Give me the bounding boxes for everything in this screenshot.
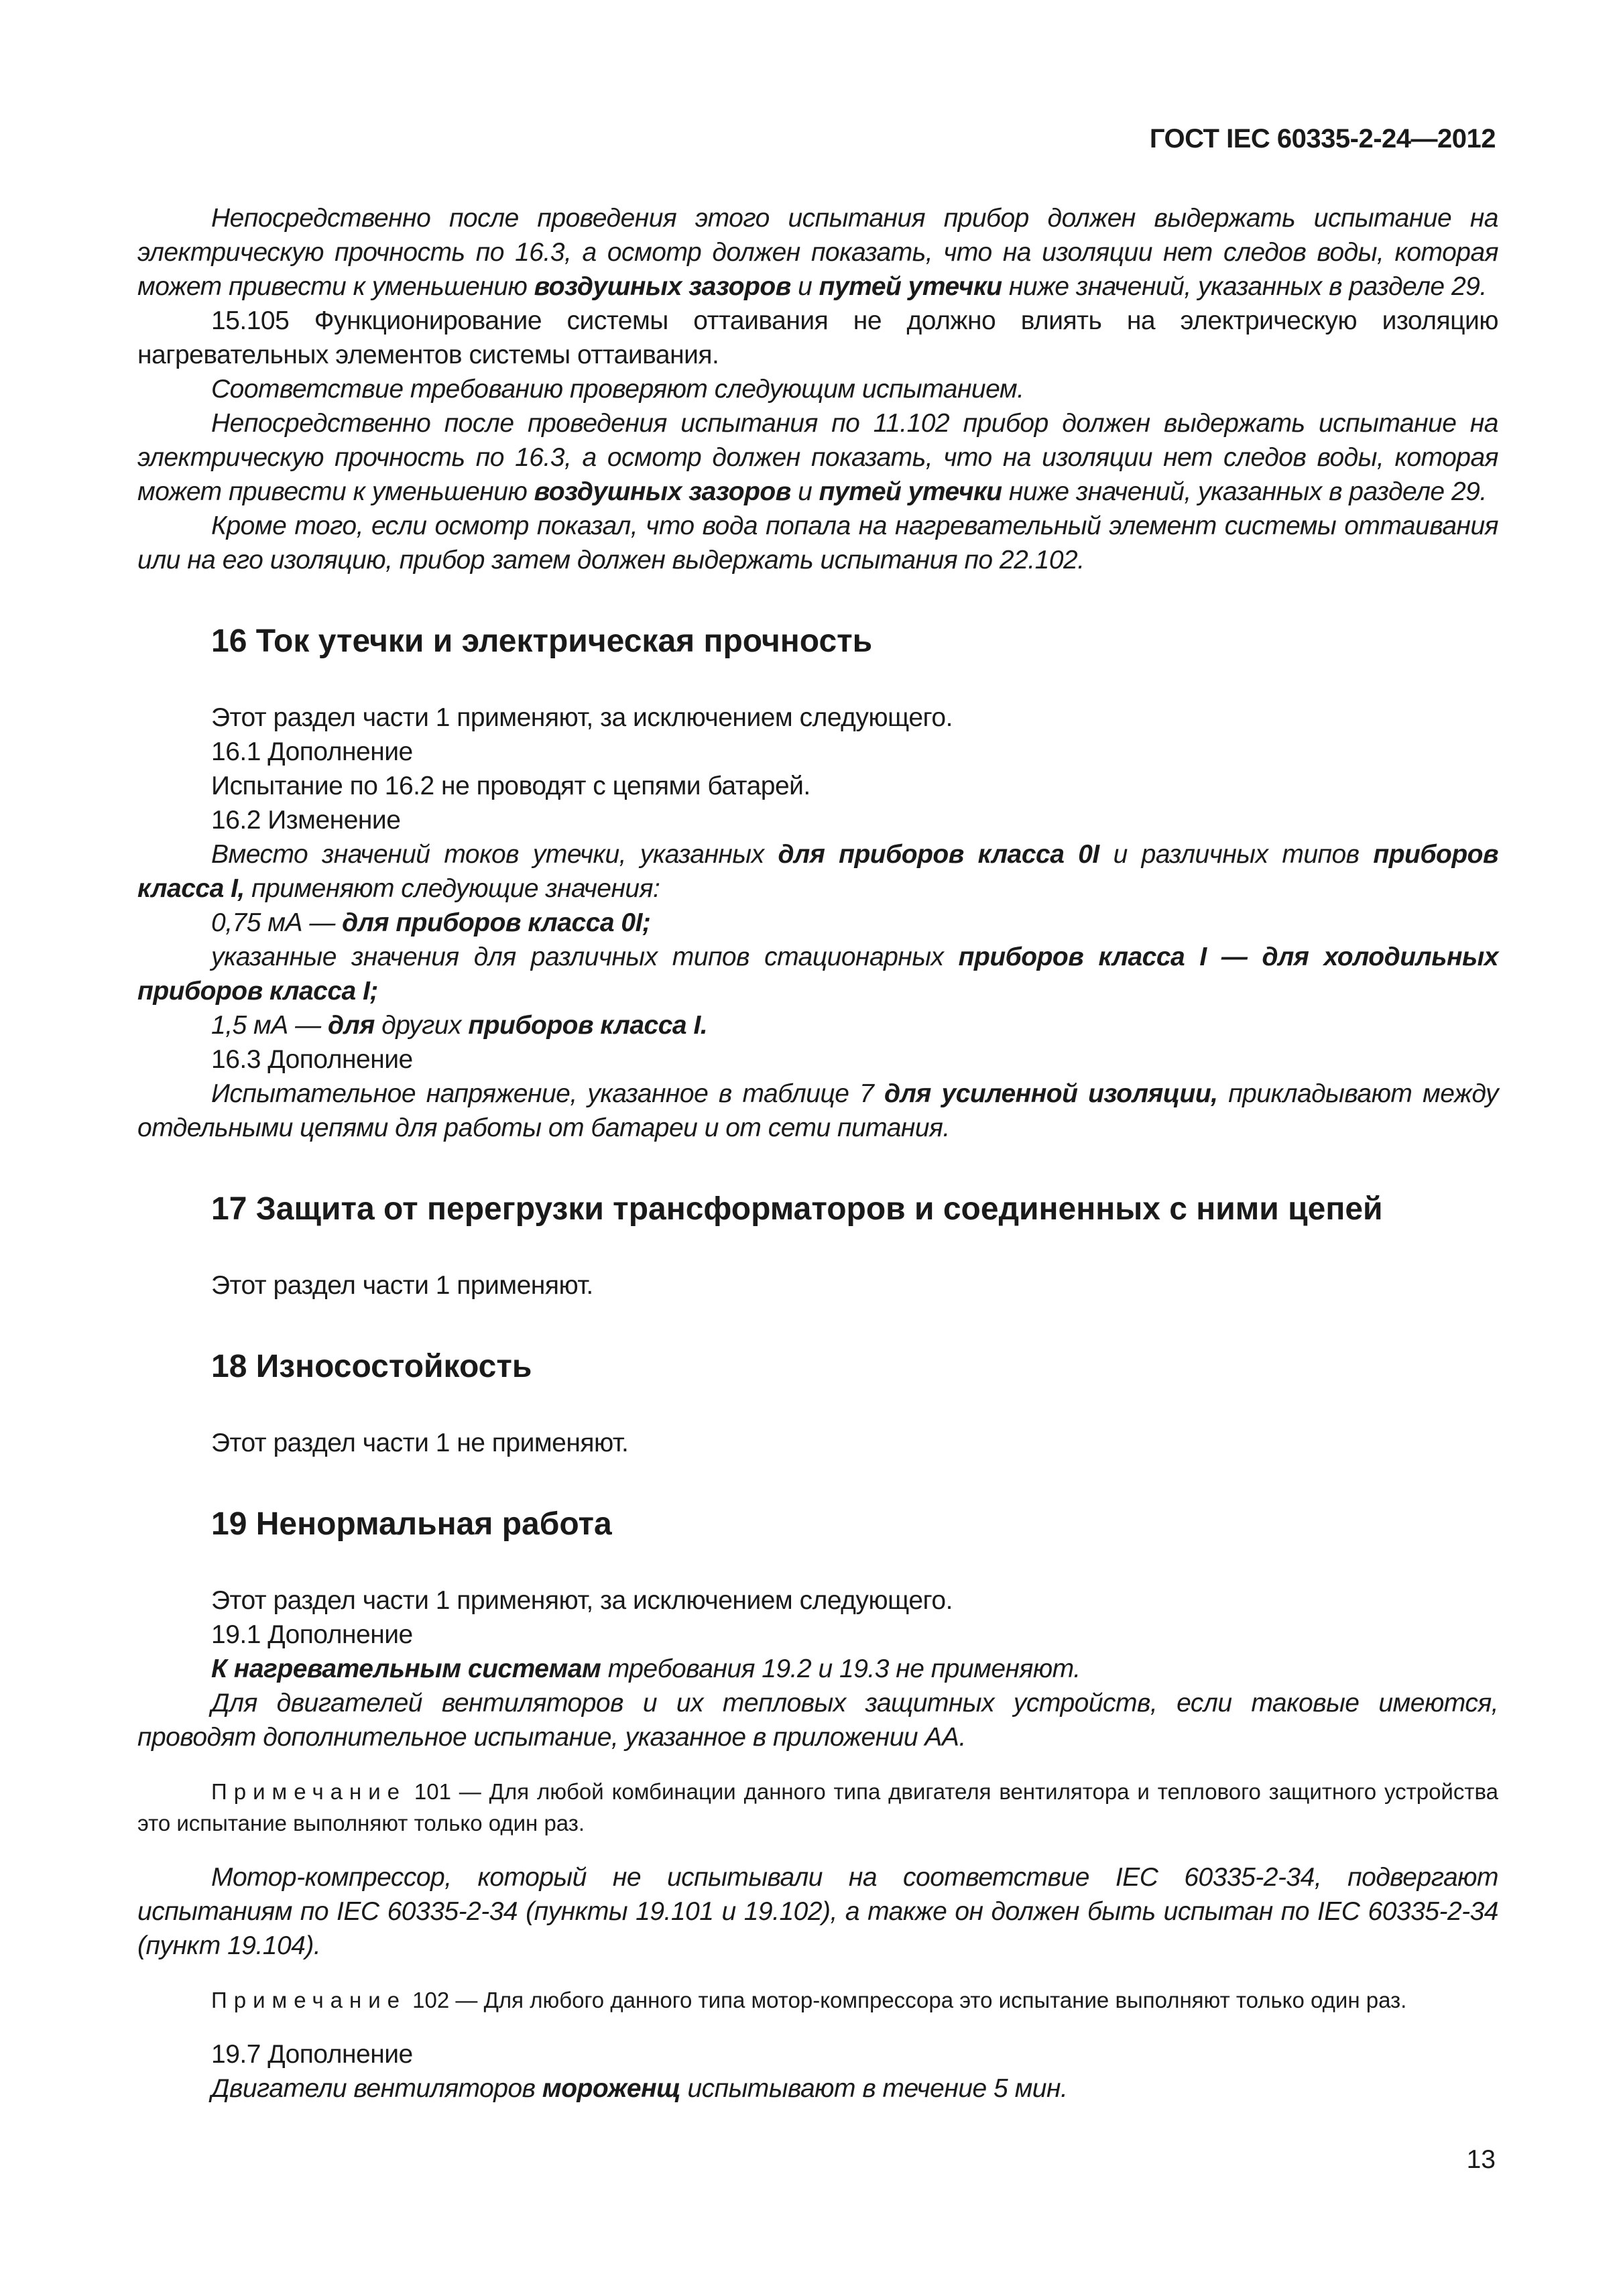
paragraph: Для двигателей вентиляторов и их тепловых защитных устройств, если таковые имеются, проводят дополнительное испытание, указанное в приложении АА. [137,1689,1498,1752]
section-heading-16: 16 Ток утечки и электрическая прочность [211,623,873,659]
paragraph: Соответствие требованию проверяют следующим испытанием. [211,375,1024,404]
clause-19-1: 19.1 Дополнение [211,1620,413,1649]
paragraph: Двигатели вентиляторов мороженщ испытывают в течение 5 мин. [211,2074,1068,2103]
paragraph: Этот раздел части 1 применяют. [211,1271,593,1300]
clause-16-1: 16.1 Дополнение [211,737,413,766]
paragraph: Кроме того, если осмотр показал, что вода попала на нагревательный элемент системы оттаивания или на его изоляцию, прибор затем должен выдержать испытания по 22.102. [137,511,1498,575]
clause-15-105: 15.105 Функционирование системы оттаивания не должно влиять на электрическую изоляцию нагревательных элементов системы оттаивания. [137,306,1498,369]
clause-16-3: 16.3 Дополнение [211,1045,413,1074]
section-heading-18: 18 Износостойкость [211,1349,532,1384]
page-content [137,201,1498,2106]
paragraph: Мотор-компрессор, который не испытывали на соответствие IEC 60335-2-34, подвергают испытаниям по IEC 60335-2-34 (пункты 19.101 и 19.102), а также он должен быть испытан по IEC 60335-2-34 (пункт 19.104). [137,1863,1498,1960]
paragraph: Этот раздел части 1 применяют, за исключением следующего. [211,703,953,732]
paragraph: Этот раздел части 1 не применяют. [211,1429,629,1457]
note-102: Примечание 102 — Для любого данного типа мотор-компрессора это испытание выполняют только один раз. [211,1988,1407,2012]
clause-19-7: 19.7 Дополнение [211,2040,413,2069]
paragraph: Непосредственно после проведения этого испытания прибор должен выдержать испытание на электрическую прочность по 16.3, а осмотр должен показать, что на изоляции нет следов воды, которая может привести к уменьшению воздушных зазоров и путей утечки ниже значений, указанных в разделе 29. [137,204,1498,301]
paragraph: Испытательное напряжение, указанное в таблице 7 для усиленной изоляции, прикладывают между отдельными цепями для работы от батареи и от сети питания. [137,1079,1498,1142]
paragraph: указанные значения для различных типов стационарных приборов класса I — для холодильных приборов класса I; [137,943,1498,1006]
paragraph: К нагревательным системам требования 19.2 и 19.3 не применяют. [211,1654,1081,1683]
note-101: Примечание 101 — Для любой комбинации данного типа двигателя вентилятора и теплового защитного устройства это испытание выполняют только один раз. [137,1779,1498,1835]
paragraph: Вместо значений токов утечки, указанных для приборов класса 0I и различных типов приборов класса I, применяют следующие значения: [137,840,1499,903]
paragraph: Этот раздел части 1 применяют, за исключением следующего. [211,1586,953,1615]
paragraph: 0,75 мА — для приборов класса 0I; [211,908,651,937]
paragraph: Непосредственно после проведения испытания по 11.102 прибор должен выдержать испытание на электрическую прочность по 16.3, а осмотр должен показать, что на изоляции нет следов воды, которая может привести к уменьшению воздушных зазоров и путей утечки ниже значений, указанных в разделе 29. [137,409,1498,506]
page-number: 13 [1466,2145,1496,2174]
document-header: ГОСТ IEC 60335-2-24—2012 [1149,124,1496,154]
paragraph: Испытание по 16.2 не проводят с цепями батарей. [211,772,810,800]
section-heading-19: 19 Ненормальная работа [211,1506,612,1542]
section-heading-17: 17 Защита от перегрузки трансформаторов и соединенных с ними цепей [211,1191,1383,1227]
paragraph: 1,5 мА — для других приборов класса I. [211,1011,708,1040]
clause-16-2: 16.2 Изменение [211,806,401,835]
